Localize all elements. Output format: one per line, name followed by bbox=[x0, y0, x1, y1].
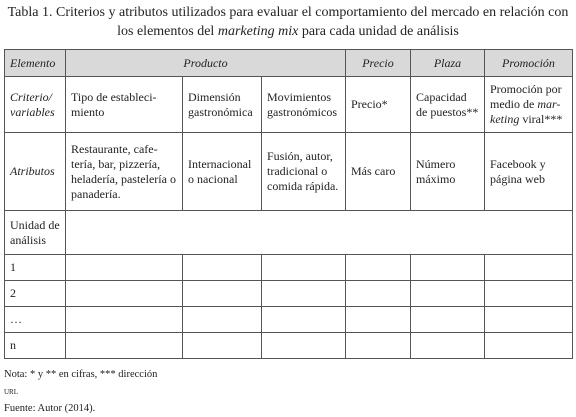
cell bbox=[66, 333, 183, 359]
cell bbox=[183, 307, 262, 333]
atributos-row bbox=[5, 133, 573, 211]
cell bbox=[66, 281, 183, 307]
criterio-capacidad: Capacidad de puestos** bbox=[411, 77, 485, 133]
cell bbox=[183, 281, 262, 307]
cell bbox=[183, 255, 262, 281]
row-label: n bbox=[5, 333, 66, 359]
table-row bbox=[5, 333, 573, 359]
row-label: … bbox=[5, 307, 66, 333]
header-elemento: Elemento bbox=[5, 50, 66, 77]
row-label: 1 bbox=[5, 255, 66, 281]
header-row bbox=[5, 50, 573, 77]
criterio-movimientos: Movimientos gastronómicos bbox=[262, 77, 346, 133]
atributo-promocion: Facebook y página web bbox=[485, 133, 573, 211]
cell bbox=[262, 281, 346, 307]
table-caption bbox=[0, 3, 576, 41]
unidad-empty bbox=[66, 211, 573, 255]
table-notes bbox=[4, 366, 157, 417]
caption-emphasis: marketing mix bbox=[217, 24, 299, 39]
cell bbox=[262, 333, 346, 359]
atributos-label: Atributos bbox=[5, 133, 66, 211]
atributo-precio: Más caro bbox=[346, 133, 411, 211]
cell bbox=[346, 333, 411, 359]
cell bbox=[66, 255, 183, 281]
table-row bbox=[5, 307, 573, 333]
header-producto: Producto bbox=[66, 50, 346, 77]
criterio-promocion bbox=[485, 77, 573, 133]
cell bbox=[66, 307, 183, 333]
row-label: 2 bbox=[5, 281, 66, 307]
criterio-row bbox=[5, 77, 573, 133]
note-url: url bbox=[4, 386, 18, 397]
criteria-table bbox=[4, 49, 573, 359]
atributo-dimension: Internacional o nacional bbox=[183, 133, 262, 211]
criterio-tipo: Tipo de estableci- miento bbox=[66, 77, 183, 133]
cell bbox=[183, 333, 262, 359]
cell bbox=[411, 281, 485, 307]
cell bbox=[411, 255, 485, 281]
criterio-dimension: Dimensión gastronómica bbox=[183, 77, 262, 133]
header-precio: Precio bbox=[346, 50, 411, 77]
atributo-tipo: Restaurante, cafe- tería, bar, pizzería, heladería, pastelería o panadería. bbox=[66, 133, 183, 211]
caption-text-end: para cada unidad de análisis bbox=[298, 24, 459, 39]
cell bbox=[485, 333, 573, 359]
header-promocion: Promoción bbox=[485, 50, 573, 77]
cell bbox=[262, 307, 346, 333]
table-row bbox=[5, 255, 573, 281]
promo-text-end: viral*** bbox=[519, 112, 563, 126]
cell bbox=[485, 255, 573, 281]
unidad-row bbox=[5, 211, 573, 255]
cell bbox=[262, 255, 346, 281]
caption-text: los elementos del bbox=[117, 24, 218, 39]
source-line: Fuente: Autor (2014). bbox=[4, 403, 96, 414]
cell bbox=[346, 255, 411, 281]
promo-text: Promoción por medio de bbox=[490, 82, 562, 111]
criterio-precio: Precio* bbox=[346, 77, 411, 133]
atributo-capacidad: Número máximo bbox=[411, 133, 485, 211]
cell bbox=[411, 307, 485, 333]
cell bbox=[485, 307, 573, 333]
header-plaza: Plaza bbox=[411, 50, 485, 77]
cell bbox=[411, 333, 485, 359]
atributo-movimientos: Fusión, autor, tradicional o comida rápida. bbox=[262, 133, 346, 211]
criterio-label: Criterio/ variables bbox=[5, 77, 66, 133]
cell bbox=[346, 281, 411, 307]
unidad-label: Unidad de análisis bbox=[5, 211, 66, 255]
caption-line-2 bbox=[0, 22, 576, 41]
caption-line-1: Tabla 1. Criterios y atributos utilizados para evaluar el comportamiento del mercado en relación con bbox=[7, 5, 569, 20]
note-line bbox=[4, 366, 157, 400]
note-text: Nota: * y ** en cifras, *** dirección bbox=[4, 369, 158, 380]
cell bbox=[485, 281, 573, 307]
promo-emphasis: mar- keting bbox=[490, 97, 561, 126]
table-row bbox=[5, 281, 573, 307]
cell bbox=[346, 307, 411, 333]
